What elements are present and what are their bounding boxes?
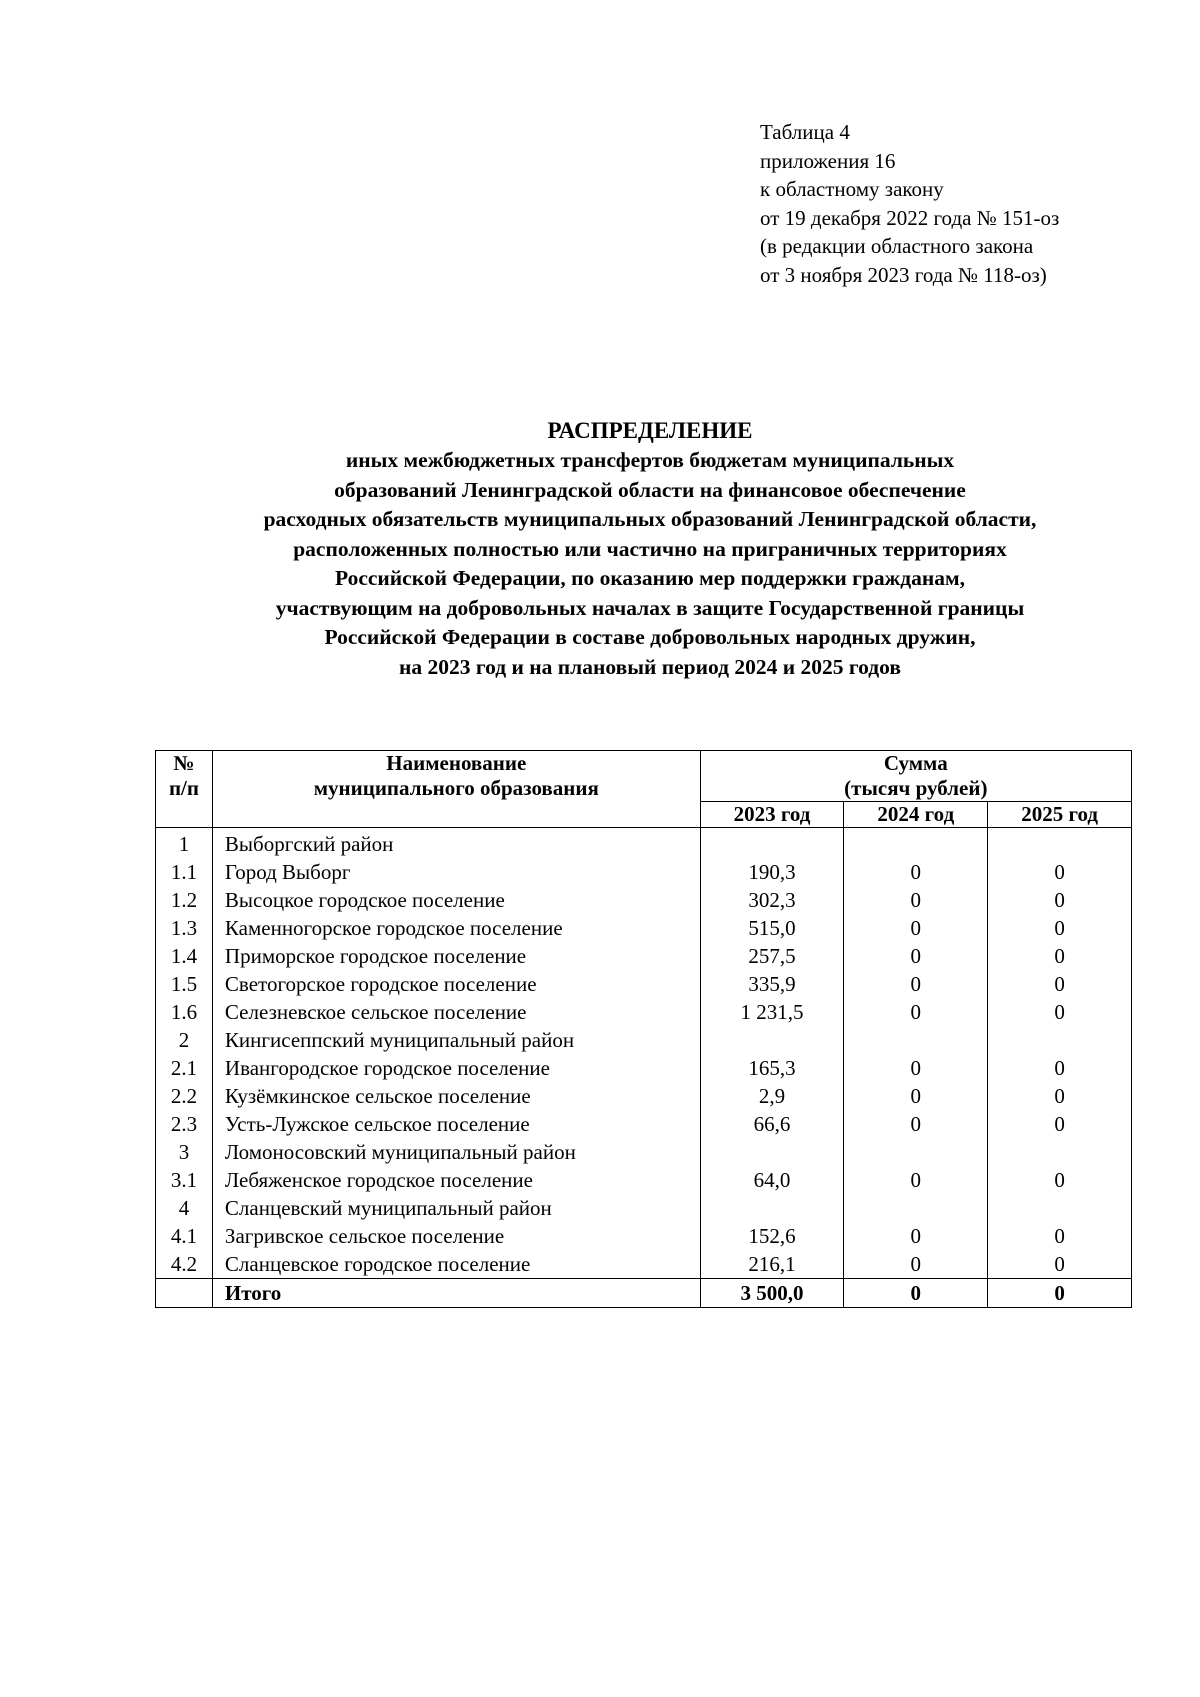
row-num: 2.3 — [156, 1110, 213, 1138]
row-value-2025: 0 — [988, 970, 1132, 998]
row-num: 4.2 — [156, 1250, 213, 1279]
row-value-2025: 0 — [988, 1054, 1132, 1082]
table-row — [156, 1222, 1132, 1250]
row-value-2025 — [988, 1026, 1132, 1054]
distribution-table — [155, 750, 1132, 1308]
row-num: 1.6 — [156, 998, 213, 1026]
header-year-2024: 2024 год — [844, 802, 988, 828]
header-sum: Сумма (тысяч рублей) — [700, 751, 1131, 802]
row-num: 2.1 — [156, 1054, 213, 1082]
table-row — [156, 1082, 1132, 1110]
title-line: Российской Федерации, по оказанию мер поддержки гражданам, — [334, 566, 966, 590]
row-value-2024: 0 — [844, 858, 988, 886]
row-value-2023: 257,5 — [700, 942, 844, 970]
title-line: иных межбюджетных трансфертов бюджетам муниципальных — [345, 448, 955, 472]
row-value-2023: 190,3 — [700, 858, 844, 886]
row-value-2023 — [700, 1026, 844, 1054]
row-value-2024: 0 — [844, 1250, 988, 1279]
row-name: Ломоносовский муниципальный район — [212, 1138, 700, 1166]
table-row — [156, 1026, 1132, 1054]
document-title — [130, 416, 1170, 682]
row-name: Высоцкое городское поселение — [212, 886, 700, 914]
row-value-2025: 0 — [988, 942, 1132, 970]
table-header — [156, 751, 1132, 828]
row-value-2023: 165,3 — [700, 1054, 844, 1082]
row-num: 1.3 — [156, 914, 213, 942]
row-value-2024 — [844, 1194, 988, 1222]
row-value-2024: 0 — [844, 1082, 988, 1110]
row-name: Кингисеппский муниципальный район — [212, 1026, 700, 1054]
row-name: Кузёмкинское сельское поселение — [212, 1082, 700, 1110]
row-value-2024 — [844, 828, 988, 859]
header-name: Наименование муниципального образования — [212, 751, 700, 828]
table-row — [156, 914, 1132, 942]
row-value-2023: 335,9 — [700, 970, 844, 998]
row-name: Светогорское городское поселение — [212, 970, 700, 998]
row-name: Лебяженское городское поселение — [212, 1166, 700, 1194]
row-value-2024 — [844, 1138, 988, 1166]
row-value-2025: 0 — [988, 1250, 1132, 1279]
row-value-2024: 0 — [844, 1166, 988, 1194]
total-value-2024: 0 — [844, 1279, 988, 1308]
row-value-2025 — [988, 1138, 1132, 1166]
row-name: Выборгский район — [212, 828, 700, 859]
row-value-2023: 302,3 — [700, 886, 844, 914]
row-value-2024 — [844, 1026, 988, 1054]
row-value-2025: 0 — [988, 1110, 1132, 1138]
total-value-2023: 3 500,0 — [700, 1279, 844, 1308]
row-num: 4 — [156, 1194, 213, 1222]
table-body — [156, 828, 1132, 1308]
table-row — [156, 970, 1132, 998]
row-num: 1.1 — [156, 858, 213, 886]
table-row — [156, 886, 1132, 914]
title-line: участвующим на добровольных началах в защите Государственной границы — [275, 595, 1025, 620]
row-value-2023: 64,0 — [700, 1166, 844, 1194]
row-value-2025: 0 — [988, 1222, 1132, 1250]
row-value-2024: 0 — [844, 970, 988, 998]
row-value-2025: 0 — [988, 1082, 1132, 1110]
header-note — [760, 118, 1059, 289]
header-note-line: Таблица 4 — [760, 120, 850, 144]
row-value-2023: 216,1 — [700, 1250, 844, 1279]
table-row — [156, 1166, 1132, 1194]
total-num — [156, 1279, 213, 1308]
total-value-2025: 0 — [988, 1279, 1132, 1308]
row-value-2025: 0 — [988, 858, 1132, 886]
row-num: 1.2 — [156, 886, 213, 914]
row-value-2023 — [700, 1194, 844, 1222]
row-name: Загривское сельское поселение — [212, 1222, 700, 1250]
title-line: расходных обязательств муниципальных образований Ленинградской области, — [263, 507, 1037, 531]
title-main: РАСПРЕДЕЛЕНИЕ — [547, 418, 753, 443]
row-name: Каменногорское городское поселение — [212, 914, 700, 942]
row-value-2025: 0 — [988, 998, 1132, 1026]
table-row — [156, 998, 1132, 1026]
row-value-2024: 0 — [844, 886, 988, 914]
total-label: Итого — [212, 1279, 700, 1308]
row-value-2023 — [700, 1138, 844, 1166]
title-line: Российской Федерации в составе добровольных народных дружин, — [324, 625, 976, 649]
row-name: Сланцевское городское поселение — [212, 1250, 700, 1279]
row-name: Ивангородское городское поселение — [212, 1054, 700, 1082]
title-line: на 2023 год и на плановый период 2024 и 2025 годов — [399, 654, 901, 679]
table-row — [156, 1194, 1132, 1222]
row-value-2025: 0 — [988, 1166, 1132, 1194]
row-value-2023: 515,0 — [700, 914, 844, 942]
row-num: 2 — [156, 1026, 213, 1054]
row-value-2023: 66,6 — [700, 1110, 844, 1138]
table-row — [156, 1250, 1132, 1279]
row-value-2025 — [988, 828, 1132, 859]
header-year-2025: 2025 год — [988, 802, 1132, 828]
row-value-2023 — [700, 828, 844, 859]
row-value-2023: 152,6 — [700, 1222, 844, 1250]
table-row — [156, 1054, 1132, 1082]
row-value-2024: 0 — [844, 1110, 988, 1138]
header-note-line: от 3 ноября 2023 года № 118-оз) — [760, 262, 1047, 287]
title-line: образований Ленинградской области на финансовое обеспечение — [334, 477, 966, 502]
table-row — [156, 1138, 1132, 1166]
header-num: № п/п — [156, 751, 213, 828]
total-row — [156, 1279, 1132, 1308]
header-note-line: от 19 декабря 2022 года № 151-оз — [760, 205, 1060, 230]
row-num: 3.1 — [156, 1166, 213, 1194]
row-num: 2.2 — [156, 1082, 213, 1110]
row-value-2025 — [988, 1194, 1132, 1222]
row-num: 4.1 — [156, 1222, 213, 1250]
row-num: 1.5 — [156, 970, 213, 998]
table-row — [156, 858, 1132, 886]
header-note-line: к областному закону — [760, 177, 944, 201]
row-name: Усть-Лужское сельское поселение — [212, 1110, 700, 1138]
row-value-2024: 0 — [844, 914, 988, 942]
row-name: Приморское городское поселение — [212, 942, 700, 970]
table-row — [156, 942, 1132, 970]
row-num: 3 — [156, 1138, 213, 1166]
row-name: Сланцевский муниципальный район — [212, 1194, 700, 1222]
row-value-2025: 0 — [988, 886, 1132, 914]
row-value-2024: 0 — [844, 1222, 988, 1250]
row-num: 1 — [156, 828, 213, 859]
row-value-2024: 0 — [844, 1054, 988, 1082]
header-note-line: приложения 16 — [760, 148, 896, 173]
table-row — [156, 828, 1132, 859]
row-value-2023: 2,9 — [700, 1082, 844, 1110]
row-value-2024: 0 — [844, 942, 988, 970]
row-value-2025: 0 — [988, 914, 1132, 942]
table-row — [156, 1110, 1132, 1138]
row-value-2024: 0 — [844, 998, 988, 1026]
header-year-2023: 2023 год — [700, 802, 844, 828]
row-num: 1.4 — [156, 942, 213, 970]
row-name: Город Выборг — [212, 858, 700, 886]
row-name: Селезневское сельское поселение — [212, 998, 700, 1026]
row-value-2023: 1 231,5 — [700, 998, 844, 1026]
header-note-line: (в редакции областного закона — [760, 234, 1034, 258]
title-line: расположенных полностью или частично на приграничных территориях — [293, 536, 1007, 561]
